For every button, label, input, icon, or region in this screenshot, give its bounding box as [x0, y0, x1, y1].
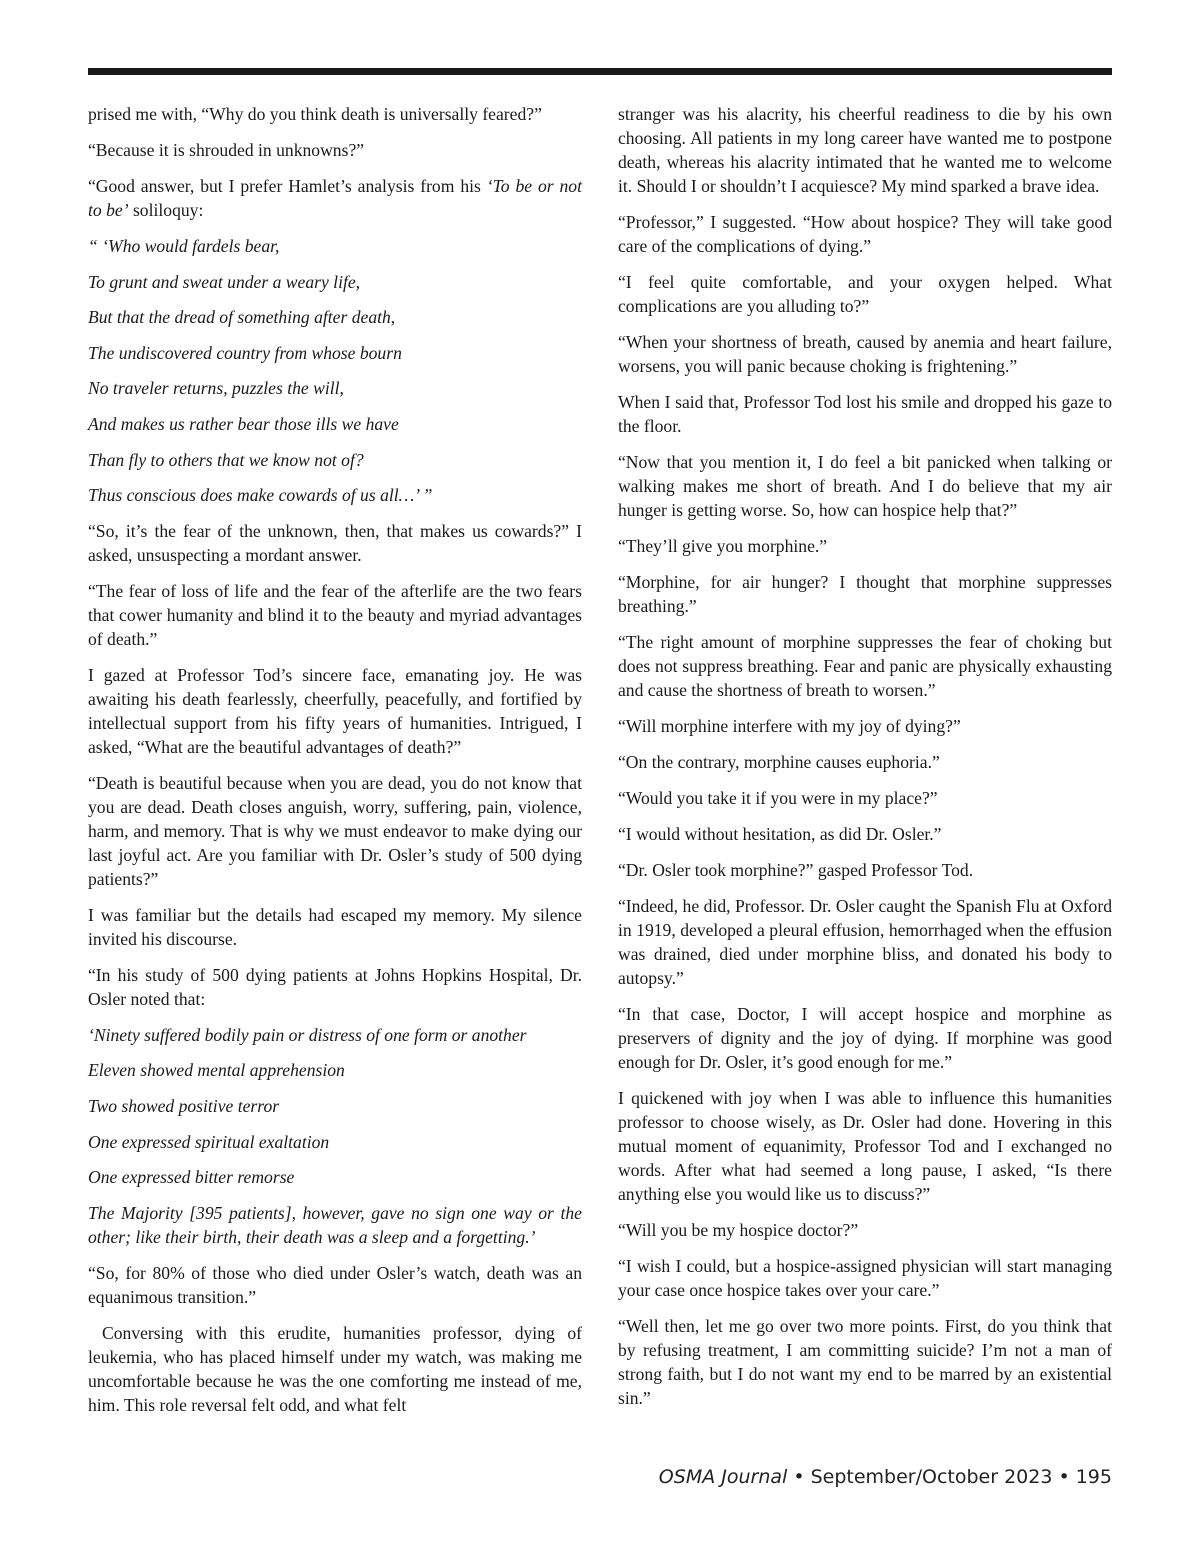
- paragraph-text: “Good answer, but I prefer Hamlet’s analysis from his: [88, 176, 487, 196]
- paragraph: “Because it is shrouded in unknowns?”: [88, 140, 365, 160]
- quote-paragraph: The Majority [395 patients], however, gave no sign one way or the other; like their birth, their death was a sleep and a forgetting.’: [88, 1202, 582, 1247]
- paragraph: “Morphine, for air hunger? I thought that morphine suppresses breathing.”: [618, 572, 1112, 616]
- paragraph: “When your shortness of breath, caused by anemia and heart failure, worsens, you will panic because choking is frightening.”: [618, 332, 1112, 376]
- paragraph: “In his study of 500 dying patients at Johns Hopkins Hospital, Dr. Osler noted that:: [88, 964, 582, 1009]
- paragraph: I was familiar but the details had escaped my memory. My silence invited his discourse.: [88, 904, 582, 949]
- paragraph: “Indeed, he did, Professor. Dr. Osler caught the Spanish Flu at Oxford in 1919, developed a pleural effusion, hemorrhaged when the effusion was drained, died under morphine bliss, and donated his body to autopsy.”: [618, 896, 1112, 988]
- paragraph: “Professor,” I suggested. “How about hospice? They will take good care of the complications of dying.”: [618, 212, 1112, 256]
- paragraph: “Well then, let me go over two more points. First, do you think that by refusing treatment, I am committing suicide? I’m not a man of strong faith, but I do not want my end to be marred by an existential sin.”: [618, 1316, 1112, 1408]
- paragraph: I gazed at Professor Tod’s sincere face, emanating joy. He was awaiting his death fearlessly, cheerfully, peacefully, and fortified by intellectual support from his fifty years of humanities. Intrigued, I asked, “What are the beautiful advantages of death?”: [88, 664, 582, 757]
- verse-line: The undiscovered country from whose bourn: [88, 342, 402, 363]
- paragraph: [88, 174, 582, 222]
- paragraph: “I feel quite comfortable, and your oxygen helped. What complications are you alluding to?”: [618, 272, 1112, 316]
- paragraph: “So, for 80% of those who died under Osler’s watch, death was an equanimous transition.”: [88, 1262, 582, 1307]
- paragraph: “In that case, Doctor, I will accept hospice and morphine as preservers of dignity and the joy of dying. If morphine was good enough for Dr. Osler, it’s good enough for me.”: [618, 1004, 1112, 1072]
- verse-line: To grunt and sweat under a weary life,: [88, 271, 361, 292]
- quote-line: One expressed bitter remorse: [88, 1167, 295, 1188]
- quoted-title: ‘To be or not to be’: [88, 176, 582, 220]
- paragraph: “They’ll give you morphine.”: [618, 536, 828, 556]
- quote-line: Two showed positive terror: [88, 1095, 280, 1116]
- quote-line: One expressed spiritual exaltation: [88, 1131, 330, 1152]
- verse-line: Than fly to others that we know not of?: [88, 449, 364, 470]
- paragraph: prised me with, “Why do you think death is universally feared?”: [88, 104, 542, 124]
- paragraph: “Will morphine interfere with my joy of dying?”: [618, 716, 961, 736]
- verse-line: And makes us rather bear those ills we have: [88, 413, 399, 434]
- paragraph: “I wish I could, but a hospice-assigned physician will start managing your case once hospice takes over your care.”: [618, 1256, 1112, 1300]
- paragraph: “On the contrary, morphine causes euphoria.”: [618, 752, 940, 772]
- paragraph: “The right amount of morphine suppresses the fear of choking but does not suppress breathing. Fear and panic are physically exhausting and cause the shortness of breath to worsen.”: [618, 632, 1112, 700]
- paragraph: When I said that, Professor Tod lost his smile and dropped his gaze to the floor.: [618, 392, 1112, 436]
- paragraph: “Death is beautiful because when you are dead, you do not know that you are dead. Death closes anguish, worry, suffering, pain, violence, harm, and memory. That is why we must endeavor to make dying our last joyful act. Are you familiar with Dr. Osler’s study of 500 dying patients?”: [88, 772, 582, 889]
- paragraph: Conversing with this erudite, humanities professor, dying of leukemia, who has placed himself under my watch, was making me uncomfortable because he was the one comforting me instead of me, him. This role reversal felt odd, and what felt: [88, 1322, 582, 1415]
- paragraph-text: soliloquy:: [128, 200, 204, 220]
- paragraph: “Dr. Osler took morphine?” gasped Professor Tod.: [618, 860, 974, 880]
- paragraph: I quickened with joy when I was able to influence this humanities professor to choose wisely, as Dr. Osler had done. Hovering in this mutual moment of equanimity, Professor Tod and I exchanged no words. After what had seemed a long pause, I asked, “Is there anything else you would like us to discuss?”: [618, 1088, 1112, 1204]
- issue-and-page: • September/October 2023 • 195: [787, 1466, 1112, 1488]
- paragraph: “Will you be my hospice doctor?”: [618, 1220, 859, 1240]
- paragraph: “Would you take it if you were in my place?”: [618, 788, 938, 808]
- paragraph: “So, it’s the fear of the unknown, then, that makes us cowards?” I asked, unsuspecting a mordant answer.: [88, 520, 582, 565]
- paragraph: “The fear of loss of life and the fear of the afterlife are the two fears that cower humanity and blind it to the beauty and myriad advantages of death.”: [88, 580, 582, 649]
- top-rule: [88, 68, 1112, 75]
- right-column: [618, 102, 1112, 1410]
- paragraph: “I would without hesitation, as did Dr. Osler.”: [618, 824, 942, 844]
- quote-line: Eleven showed mental apprehension: [88, 1060, 345, 1081]
- paragraph: “Now that you mention it, I do feel a bit panicked when talking or walking makes me short of breath. And I do believe that my air hunger is getting worse. So, how can hospice help that?”: [618, 452, 1112, 520]
- quote-line: ‘Ninety suffered bodily pain or distress of one form or another: [88, 1024, 527, 1045]
- left-column: [88, 102, 582, 1417]
- page-footer: [659, 1466, 1112, 1488]
- verse-line: Thus conscious does make cowards of us all…’ ”: [88, 485, 433, 506]
- journal-name: OSMA Journal: [658, 1466, 788, 1488]
- verse-line: But that the dread of something after death,: [88, 307, 396, 328]
- paragraph: stranger was his alacrity, his cheerful readiness to die by his own choosing. All patients in my long career have wanted me to postpone death, whereas his alacrity intimated that he wanted me to welcome it. Should I or shouldn’t I acquiesce? My mind sparked a brave idea.: [618, 104, 1112, 196]
- verse-line: “ ‘Who would fardels bear,: [88, 236, 280, 256]
- verse-line: No traveler returns, puzzles the will,: [88, 378, 344, 399]
